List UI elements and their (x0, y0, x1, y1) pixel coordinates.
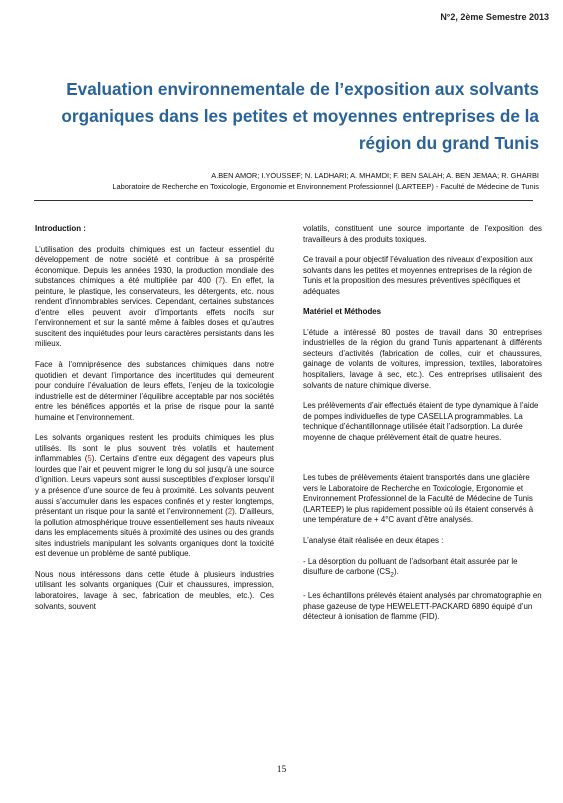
text: ). D’ailleurs, la pollution atmosphérique trouve essentiellement ses hauts niveaux dans les emplacements situés à proximité des usines ou des grands sites industriels manipulant les solvants organiques dont la toxicité est devenue un problème de santé publique. (35, 507, 274, 559)
issue-label: N°2, 2ème Semestre 2013 (440, 12, 549, 22)
citation-link[interactable]: 2 (227, 507, 233, 517)
paragraph: Les prélèvements d’air effectués étaient de type dynamique à l’aide de pompes individuelles de type CASELLA programmables. La technique d’échantillonnage utilisée était l’adsorption. La durée moyenne de chaque prélèvement était de quatre heures. (303, 401, 539, 442)
citation-link[interactable]: 5 (87, 454, 92, 464)
paragraph (35, 245, 274, 350)
text: - La désorption du polluant de l’adsorbant était assurée par le disulfure de carbone (CS (303, 556, 518, 577)
text: L’utilisation des produits chimiques est un facteur essentiel du développement de notre société et contribue à sa prospérité économique. Depuis les années 1930, la production mondiale des substances chimiques a été multipliée par 400 ( (35, 244, 274, 286)
paragraph: Ce travail a pour objectif l’évaluation des niveaux d’exposition aux solvants dans les petites et moyennes entreprises de la région de Tunis et la proposition des mesures préventives spécifiques et adéquates (303, 255, 533, 296)
author-list: A.BEN AMOR; I.YOUSSEF; N. LADHARI; A. MHAMDI; F. BEN SALAH; A. BEN JEMAA; R. GHARBI (211, 171, 539, 180)
paragraph: Face à l’omniprésence des substances chimiques dans notre quotidien et devant l’importance des incertitudes qui demeurent pour conduire l’évaluation de leurs effets, l’enjeu de la toxicologie industrielle est de déterminer l’équilibre acceptable par nos sociétés entre les bénéfices apportés et la prise de risque pour la santé humaine et l’environnement. (35, 360, 274, 422)
paragraph: volatils, constituent une source importante de l’exposition des travailleurs à des produits toxiques. (303, 224, 542, 244)
page-number: 15 (276, 765, 287, 775)
text: ). (393, 567, 399, 577)
right-column (303, 224, 542, 633)
header-divider (34, 200, 533, 201)
text: ). Certains d’entre eux dégagent des vapeurs plus lourdes que l’air et peuvent migrer le long du sol jusqu’à une source d’ignition. Leurs vapeurs sont aussi susceptibles d’exploser lorsqu’il y a présence d’une source de feu à proximité. Les solvants peuvent aussi s’accumuler dans les espaces confinés et y rester longtemps, présentant un risque pour la santé et l’environnement ( (35, 454, 275, 517)
article-title: Evaluation environnementale de l’exposition aux solvants organiques dans les petites et moyennes entreprises de la région du grand Tunis (61, 79, 539, 153)
text: ). En effet, la peinture, le plastique, les conservateurs, les détergents, etc. nous rendent d’innombrables services. Cependant, certaines substances d’entre elles peuvent avoir d’importants effets nocifs sur l’environnement et sur la santé même à faibles doses et qu’autres suscitent des inquiétudes pour leurs caractères persistants dans les milieux. (35, 276, 275, 349)
paragraph: - Les échantillons prélevés étaient analysés par chromatographie en phase gazeuse de type HEWELETT-PACKARD 6890 équipé d’un détecteur à ionisation de flamme (FID). (303, 591, 542, 622)
author-block (40, 170, 539, 192)
left-column (35, 224, 274, 622)
paragraph: Nous nous intéressons dans cette étude à plusieurs industries utilisant les solvants organiques (Cuir et chaussures, impression, laboratoires, lavage à sec, fabrication de meubles, etc.). Ces solvants, souvent (35, 569, 274, 611)
paragraph: L’analyse était réalisée en deux étapes : (303, 536, 444, 546)
section-heading-introduction: Introduction : (35, 224, 86, 233)
citation-link[interactable]: 7 (218, 276, 223, 286)
paragraph: Les tubes de prélèvements étaient transportés dans une glacière vers le Laboratoire de Recherche en Toxicologie, Ergonomie et Environnement Professionnel de la Faculté de Médecine de Tunis (LARTEEP) le plus rapidement possible où ils étaient conservés à une température de + 4°C avant d’être analysés. (303, 473, 534, 525)
paragraph (303, 557, 542, 582)
paragraph (35, 433, 274, 560)
text: Les solvants organiques restent les produits chimiques les plus utilisés. Ils sont le plus souvent très volatils et hautement inflammables ( (35, 433, 274, 464)
affiliation: Laboratoire de Recherche en Toxicologie, Ergonomie et Environnement Professionnel (LARTEEP) - Faculté de Médecine de Tunis (112, 182, 539, 191)
paragraph: L’étude a intéressé 80 postes de travail dans 30 entreprises industrielles de la région du grand Tunis appartenant à différents secteurs d’activités (fabrication de colles, cuir et chaussures, gainage de volants de voitures, impression, textiles, laboratoires hospitaliers, lavage à sec, etc.). Ces entreprises utilisaient des solvants de nature chimique diverse. (303, 327, 542, 390)
subscript: 2 (390, 571, 394, 579)
section-heading-methods: Matériel et Méthodes (303, 307, 382, 317)
